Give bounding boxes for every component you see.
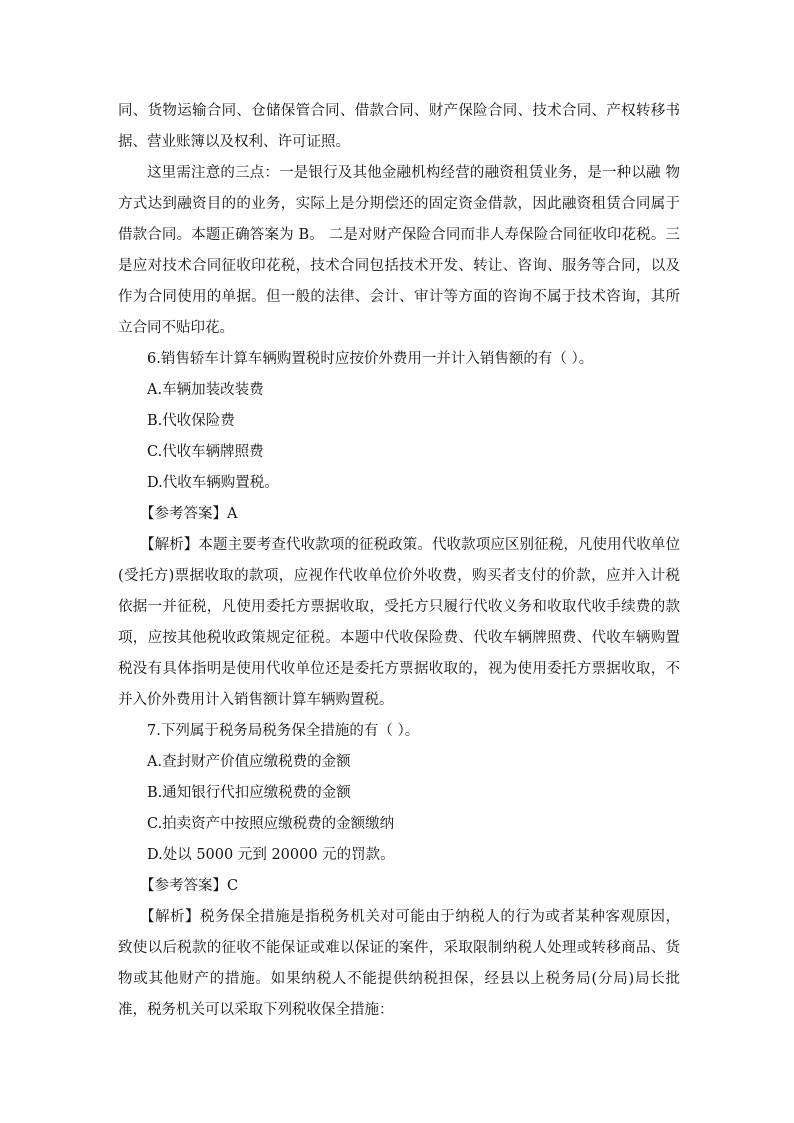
question-7-analysis: 【解析】税务保全措施是指税务机关对可能由于纳税人的行为或者某种客观原因， 致使以后税款的征收不能保证或难以保证的案件，采取限制纳税人处理或转移商品、货物或其他财产的措施。如果纳税人不能提供纳税担保，经县以上税务局(分局)局长批准，税务机关可以采取下列税收保全措施： [118,909,680,1018]
question-7-option-a: A.查封财产价值应缴税费的金额 [147,754,351,770]
question-7: 7.下列属于税务局税务保全措施的有（ ）。 [147,723,420,739]
intro-continuation-paragraph: 同、货物运输合同、仓储保管合同、借款合同、财产保险合同、技术合同、产权转移书据、营业账簿以及权利、许可证照。 [118,103,680,150]
question-6-option-c: C.代收车辆牌照费 [147,444,264,460]
question-6-option-a: A.车辆加装改装费 [147,382,264,398]
question-6-option-d: D.代收车辆购置税。 [147,475,279,491]
question-7-option-d: D.处以 5000 元到 20000 元的罚款。 [147,847,395,863]
question-6: 6.销售轿车计算车辆购置税时应按价外费用一并计入销售额的有（ ）。 [147,351,594,367]
question-6-answer: 【参考答案】A [140,506,238,522]
question-6-option-b: B.代收保险费 [147,413,235,429]
document-page [118,96,680,1026]
question-7-answer: 【参考答案】C [140,878,239,894]
note-paragraph: 这里需注意的三点：一是银行及其他金融机构经营的融资租赁业务，是一种以融 物方式达到融资目的的业务，实际上是分期偿还的固定资金借款，因此融资租赁合同属于借款合同。本题正确答案为 B。 二是对财产保险合同而非人寿保险合同征收印花税。三是应对技术合同征收印花税，技术合同包括技术开发、转让、咨询、服务等合同，以及作为合同使用的单据。但一般的法律、会计、审计等方面的咨询不属于技术咨询，其所立合同不贴印花。 [118,165,680,336]
question-6-analysis: 【解析】本题主要考查代收款项的征税政策。代收款项应区别征税，凡使用代收单位(受托方)票据收取的款项，应视作代收单位价外收费，购买者支付的价款，应并入计税依据一并征税，凡使用委托方票据收取，受托方只履行代收义务和收取代收手续费的款项，应按其他税收政策规定征税。本题中代收保险费、代收车辆牌照费、代收车辆购置税没有具体指明是使用代收单位还是委托方票据收取的，视为使用委托方票据收取，不并入价外费用计入销售额计算车辆购置税。 [118,537,680,708]
question-7-option-b: B.通知银行代扣应缴税费的金额 [147,785,351,801]
question-7-option-c: C.拍卖资产中按照应缴税费的金额缴纳 [147,816,395,832]
